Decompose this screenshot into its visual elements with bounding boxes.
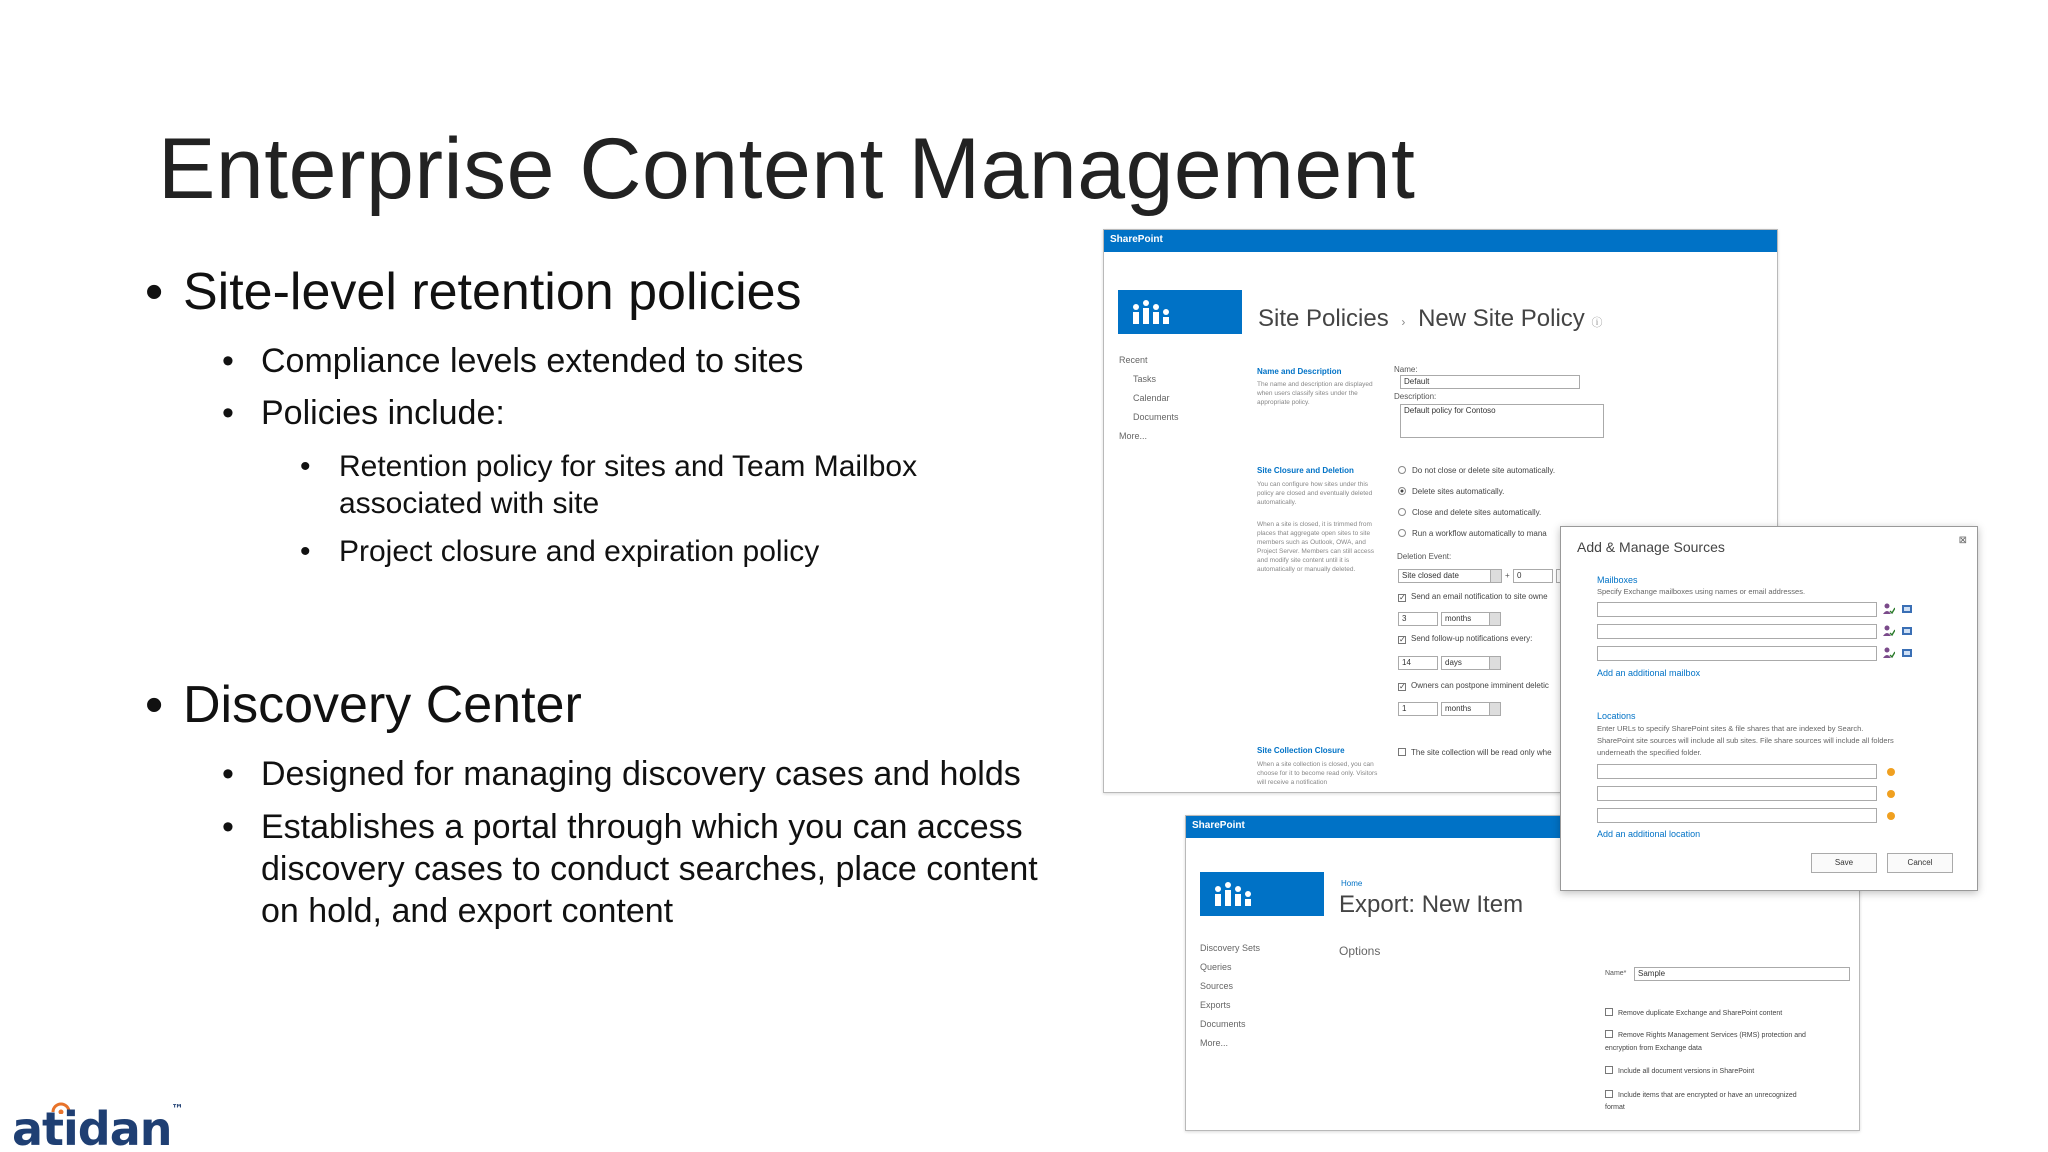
bullet-dot: •	[222, 342, 234, 380]
location-input[interactable]	[1597, 764, 1877, 779]
deletion-event-select[interactable]: Site closed date	[1398, 569, 1502, 583]
bullet-compliance: Compliance levels extended to sites	[261, 342, 804, 380]
check-email-label: Send an email notification to site owne	[1411, 592, 1548, 601]
check-postpone[interactable]	[1398, 681, 1549, 691]
bullet-dot: •	[145, 676, 164, 734]
nav-recent[interactable]: Recent	[1119, 355, 1148, 365]
slide-title: Enterprise Content Management	[158, 121, 1416, 217]
check-followup[interactable]	[1398, 634, 1532, 644]
section-collection-closure: Site Collection Closure	[1257, 746, 1345, 755]
bullet-dot: •	[145, 263, 164, 321]
checkbox-checked: ✓	[1399, 635, 1406, 644]
check-names-icon[interactable]	[1883, 647, 1895, 659]
dialog-title: Add & Manage Sources	[1577, 539, 1725, 555]
address-book-icon[interactable]	[1901, 603, 1913, 615]
description-input[interactable]: Default policy for Contoso	[1400, 404, 1604, 438]
cancel-button[interactable]: Cancel	[1887, 853, 1953, 873]
radio-close-delete-label: Close and delete sites automatically.	[1412, 508, 1542, 517]
radio-delete-auto-label: Delete sites automatically.	[1412, 487, 1505, 496]
section-name-description: Name and Description	[1257, 367, 1342, 376]
postpone-value-input[interactable]: 1	[1398, 702, 1438, 716]
mailboxes-desc: Specify Exchange mailboxes using names or email addresses.	[1597, 587, 1806, 596]
close-icon[interactable]: ⊠	[1958, 535, 1967, 546]
atidan-logo	[12, 1102, 183, 1152]
add-location-link[interactable]: Add an additional location	[1597, 829, 1701, 839]
bullet-policies-include: Policies include:	[261, 394, 505, 432]
bullet-closure-policy: Project closure and expiration policy	[339, 535, 820, 568]
deletion-plus: +	[1505, 571, 1510, 580]
save-button[interactable]: Save	[1811, 853, 1877, 873]
radio-no-close-label: Do not close or delete site automatically.	[1412, 466, 1556, 475]
bullet-discovery-center: Discovery Center	[183, 676, 582, 734]
check-encrypted-items-label: Include items that are encrypted or have an unrecognized	[1618, 1092, 1797, 1099]
check-remove-rms-label-line2: encryption from Exchange data	[1605, 1045, 1702, 1052]
add-mailbox-link[interactable]: Add an additional mailbox	[1597, 668, 1701, 678]
location-status-icon	[1887, 790, 1895, 798]
bullet-portal-line1: Establishes a portal through which you can access	[261, 808, 1023, 846]
sharepoint-bar: SharePoint	[1186, 816, 1859, 838]
checkbox-checked: ✓	[1399, 682, 1406, 691]
bullet-retention-line1: Retention policy for sites and Team Mailbox	[339, 450, 918, 483]
location-status-icon	[1887, 768, 1895, 776]
location-input[interactable]	[1597, 786, 1877, 801]
section-closure-desc1: You can configure how sites under this policy are closed and eventually deleted automatically.	[1257, 481, 1373, 506]
nav-documents[interactable]: Documents	[1200, 1019, 1246, 1029]
location-input[interactable]	[1597, 808, 1877, 823]
name-label: Name*	[1605, 970, 1627, 977]
check-remove-rms[interactable]	[1605, 1030, 1806, 1039]
deletion-offset-input[interactable]: 0	[1513, 569, 1553, 583]
nav-tasks[interactable]: Tasks	[1133, 374, 1157, 384]
breadcrumb-separator: ›	[1401, 315, 1406, 329]
bullet-dot: •	[300, 450, 311, 483]
followup-unit-select[interactable]: days	[1441, 656, 1501, 670]
bullet-dot: •	[222, 394, 234, 432]
add-manage-sources-dialog	[1560, 526, 1978, 891]
left-nav	[1119, 355, 1179, 450]
logo-text: atidan	[12, 1102, 172, 1152]
followup-value-input[interactable]: 14	[1398, 656, 1438, 670]
bullet-portal-line2: discovery cases to conduct searches, place content	[261, 850, 1038, 888]
section-name-desc: The name and description are displayed when users classify sites under the appropriate policy.	[1257, 381, 1373, 406]
bullet-portal-line3: on hold, and export content	[261, 892, 674, 930]
address-book-icon[interactable]	[1901, 625, 1913, 637]
check-encrypted-items-label-line2: format	[1605, 1104, 1625, 1111]
name-input[interactable]: Default	[1400, 375, 1580, 389]
check-all-versions-label: Include all document versions in SharePoint	[1618, 1068, 1755, 1075]
email-value-input[interactable]: 3	[1398, 612, 1438, 626]
check-email-notification[interactable]	[1398, 592, 1548, 602]
check-readonly-label: The site collection will be read only whe	[1411, 748, 1552, 757]
mailboxes-label: Mailboxes	[1597, 575, 1638, 585]
nav-more[interactable]: More...	[1200, 1038, 1229, 1048]
check-readonly[interactable]	[1398, 748, 1552, 757]
locations-desc-2: SharePoint site sources will include all sub sites. File share sources will include all folders	[1597, 736, 1894, 745]
email-unit-select[interactable]: months	[1441, 612, 1501, 626]
nav-calendar[interactable]: Calendar	[1133, 393, 1170, 403]
mailbox-input[interactable]	[1597, 624, 1877, 639]
export-heading: Export: New Item	[1339, 891, 1524, 918]
left-nav	[1200, 943, 1260, 1057]
sharepoint-bar: SharePoint	[1104, 230, 1777, 252]
bullet-dot: •	[300, 535, 311, 568]
nav-exports[interactable]: Exports	[1200, 1000, 1231, 1010]
nav-more[interactable]: More...	[1119, 431, 1148, 441]
page-heading	[1258, 305, 1602, 333]
checkbox-checked: ✓	[1399, 593, 1406, 602]
radio-run-workflow-label: Run a workflow automatically to mana	[1412, 529, 1547, 538]
bullet-dot: •	[222, 755, 234, 793]
nav-sources[interactable]: Sources	[1200, 981, 1234, 991]
section-collection-desc: When a site collection is closed, you can choose for it to become read only. Visitors will receive a notification	[1257, 761, 1378, 786]
check-followup-label: Send follow-up notifications every:	[1411, 634, 1533, 643]
options-label: Options	[1339, 944, 1381, 958]
sharepoint-logo	[1118, 290, 1242, 334]
info-icon: ⓘ	[1591, 317, 1603, 329]
address-book-icon[interactable]	[1901, 647, 1913, 659]
check-remove-duplicates-label: Remove duplicate Exchange and SharePoint content	[1618, 1010, 1783, 1017]
nav-discovery-sets[interactable]: Discovery Sets	[1200, 943, 1261, 953]
nav-queries[interactable]: Queries	[1200, 962, 1232, 972]
heading-new-site-policy: New Site Policy	[1418, 305, 1585, 332]
bullet-designed-for: Designed for managing discovery cases and holds	[261, 755, 1021, 793]
check-postpone-label: Owners can postpone imminent deletic	[1411, 681, 1549, 690]
locations-desc-1: Enter URLs to specify SharePoint sites & file shares that are indexed by Search.	[1597, 724, 1864, 733]
bullet-dot: •	[222, 808, 234, 846]
sharepoint-logo	[1200, 872, 1324, 916]
check-names-icon[interactable]	[1883, 603, 1895, 615]
heading-site-policies[interactable]: Site Policies	[1258, 305, 1389, 332]
locations-desc-3: underneath the specified folder.	[1597, 748, 1702, 757]
check-names-icon[interactable]	[1883, 625, 1895, 637]
radio-delete-auto[interactable]	[1398, 487, 1504, 496]
check-remove-rms-label: Remove Rights Management Services (RMS) protection and	[1618, 1032, 1806, 1039]
bullet-retention-line2: associated with site	[339, 487, 600, 520]
name-label: Name:	[1394, 365, 1418, 374]
bullet-site-retention: Site-level retention policies	[183, 263, 802, 321]
radio-no-close[interactable]	[1398, 466, 1555, 475]
deletion-event-label: Deletion Event:	[1397, 552, 1452, 561]
location-status-icon	[1887, 812, 1895, 820]
section-closure-deletion: Site Closure and Deletion	[1257, 466, 1354, 475]
mailbox-input[interactable]	[1597, 646, 1877, 661]
locations-label: Locations	[1597, 711, 1636, 721]
radio-run-workflow[interactable]	[1398, 529, 1547, 538]
postpone-unit-select[interactable]: months	[1441, 702, 1501, 716]
description-label: Description:	[1394, 392, 1437, 401]
logo-trademark: ™	[171, 1102, 183, 1116]
check-remove-duplicates[interactable]	[1605, 1008, 1782, 1017]
radio-close-delete[interactable]	[1398, 508, 1541, 517]
breadcrumb-home[interactable]: Home	[1341, 879, 1363, 888]
export-name-input[interactable]: Sample	[1634, 967, 1850, 981]
check-encrypted-items[interactable]	[1605, 1090, 1797, 1099]
section-closure-desc2: When a site is closed, it is trimmed from places that aggregate open sites to site members such as Outlook, OWA, and Project Server. Members can still access and modify site content until it is automatically or manually deleted.	[1257, 521, 1375, 573]
nav-documents[interactable]: Documents	[1133, 412, 1179, 422]
check-all-versions[interactable]	[1605, 1066, 1754, 1075]
mailbox-input[interactable]	[1597, 602, 1877, 617]
